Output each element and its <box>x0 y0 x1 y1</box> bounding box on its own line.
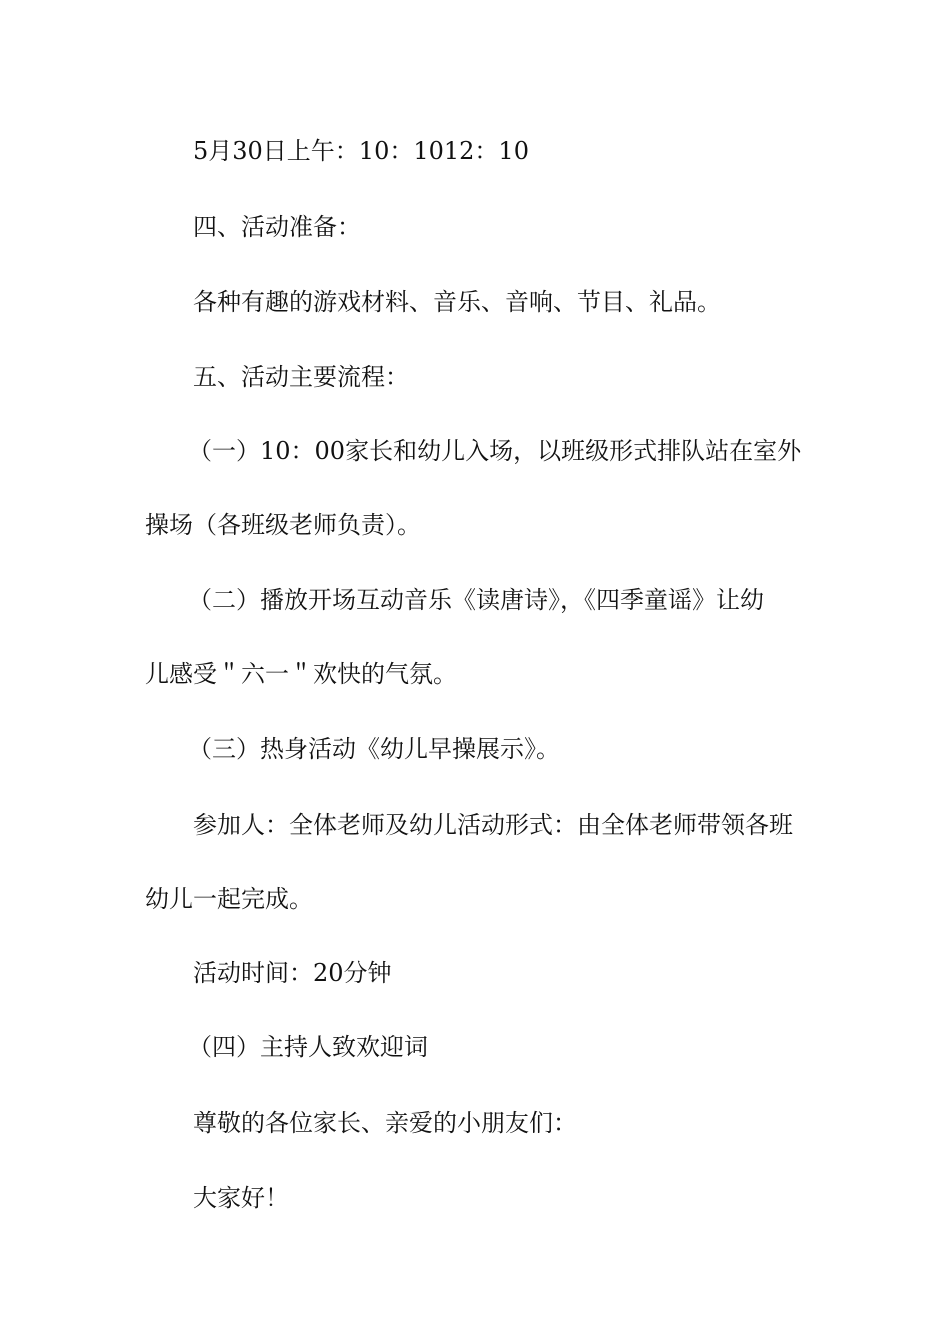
paragraph-step-2-line-1: （二）播放开场互动音乐《读唐诗》，《四季童谣》让幼 <box>188 586 764 614</box>
paragraph-time: 5月30日上午：10：1012：10 <box>193 137 529 165</box>
paragraph-step-1-line-1: （一）10：00家长和幼儿入场，以班级形式排队站在室外 <box>188 437 802 465</box>
paragraph-materials: 各种有趣的游戏材料、音乐、音响、节目、礼品。 <box>193 288 721 316</box>
heading-preparation: 四、活动准备： <box>193 213 361 241</box>
paragraph-participants-line-1: 参加人：全体老师及幼儿活动形式：由全体老师带领各班 <box>193 811 793 839</box>
paragraph-step-1-line-2: 操场（各班级老师负责）。 <box>145 511 421 539</box>
heading-process: 五、活动主要流程： <box>193 363 409 391</box>
paragraph-step-4: （四）主持人致欢迎词 <box>188 1033 428 1061</box>
paragraph-hello: 大家好！ <box>193 1184 289 1212</box>
paragraph-duration: 活动时间：20分钟 <box>193 959 392 987</box>
paragraph-participants-line-2: 幼儿一起完成。 <box>145 885 313 913</box>
paragraph-step-2-line-2: 儿感受＂六一＂欢快的气氛。 <box>145 660 457 688</box>
paragraph-step-3: （三）热身活动《幼儿早操展示》。 <box>188 735 560 763</box>
paragraph-greeting: 尊敬的各位家长、亲爱的小朋友们： <box>193 1109 577 1137</box>
